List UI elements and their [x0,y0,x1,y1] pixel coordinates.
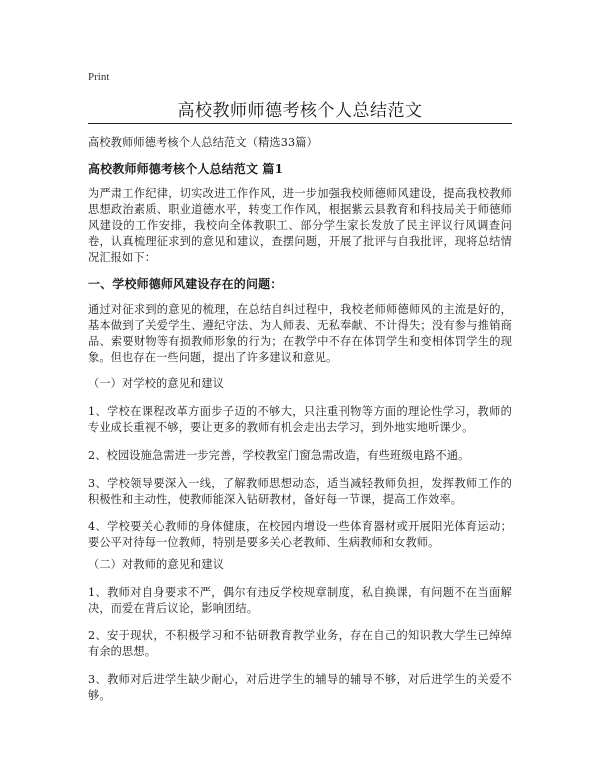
teacher-item-3: 3、教师对后进学生缺少耐心，对后进学生的辅导的辅导不够，对后进学生的关爱不够。 [88,673,512,702]
paragraph-problems: 通过对征求到的意见的梳理，在总结自纠过程中，我校老师师德师风的主流是好的，基本做到了关爱学生、遵纪守法、为人师表、无私奉献、不计得失；没有参与推销商品、索要财物等有损教师形象的行为；在教学中不存在体罚学生和变相体罚学生的现象。但也存在一些问题，提出了许多建议和意见。 [88,303,512,364]
title-divider [88,123,512,124]
article-heading: 高校教师师德考核个人总结范文 篇1 [88,162,284,176]
paragraph-intro: 为严肃工作纪律，切实改进工作作风，进一步加强我校师德师风建设，提高我校教师思想政治素质、职业道德水平，转变工作作风，根据紫云县教育和科技局关于师德师风建设的工作安排，我校向全体教职工、部分学生家长发放了民主评议行风调查问卷，认真梳理征求到的意见和建议，查摆问题，开展了批评与自我批评，现将总结情况汇报如下： [88,187,512,264]
subsection-heading-school: （一）对学校的意见和建议 [88,377,225,390]
intro-line: 高校教师师德考核个人总结范文（精选33篇） [88,136,318,149]
school-item-1: 1、学校在课程改革方面步子迈的不够大，只注重刊物等方面的理论性学习，教师的专业成长重视不够，要让更多的教师有机会走出去学习，到外地实地听课少。 [88,405,512,434]
school-item-3: 3、学校领导要深入一线，了解教师思想动态，适当减轻教师负担，发挥教师工作的积极性和主动性，使教师能深入钻研教材，备好每一节课，提高工作效率。 [88,477,512,506]
teacher-item-2: 2、安于现状，不积极学习和不钻研教育教学业务，存在自己的知识教大学生已绰绰有余的思想。 [88,629,512,658]
section-heading-1: 一、学校师德师风建设存在的问题： [88,277,283,291]
document-title: 高校教师师德考核个人总结范文 [177,101,423,121]
school-item-2: 2、校园设施急需进一步完善，学校教室门窗急需改造，有些班级电路不通。 [88,449,470,462]
teacher-item-1: 1、教师对自身要求不严，偶尔有违反学校规章制度，私自换课，有问题不在当面解决，而爱在背后议论，影响团结。 [88,586,512,615]
school-item-4: 4、学校要关心教师的身体健康，在校园内增设一些体育器材或开展阳光体育运动；要公平对待每一位教师，特别是要多关心老教师、生病教师和女教师。 [88,520,512,549]
subsection-heading-teachers: （二）对教师的意见和建议 [88,558,225,571]
print-label: Print [88,71,110,83]
